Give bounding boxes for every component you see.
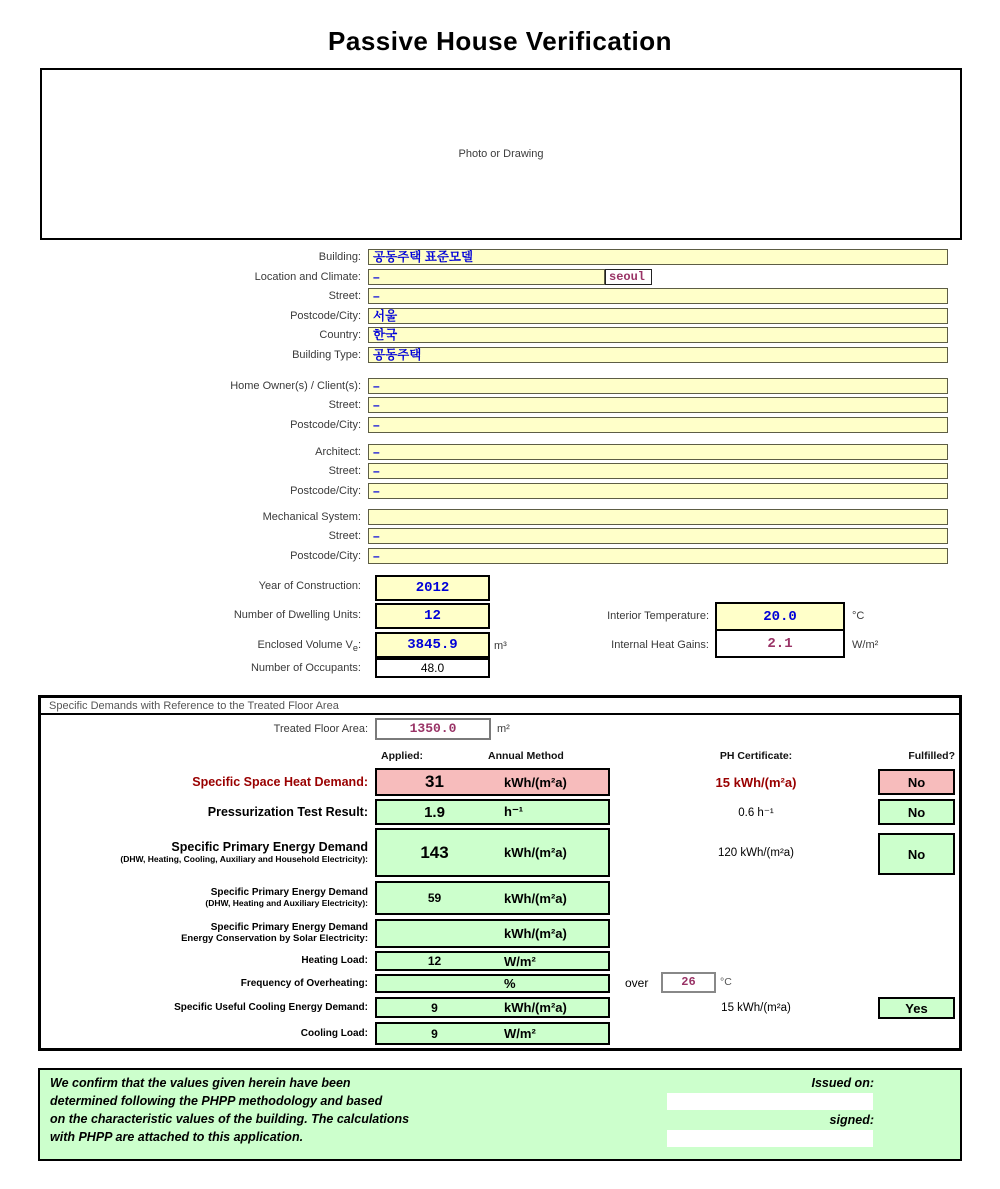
- sped-solar-label: Specific Primary Energy Demand Energy Conservation by Solar Electricity:: [181, 922, 368, 944]
- country-input[interactable]: 한국: [368, 327, 948, 343]
- space-heat-label: Specific Space Heat Demand:: [192, 774, 368, 789]
- sped-total-unit: kWh/(m²a): [504, 845, 567, 860]
- cooling-load-result: [375, 1022, 610, 1045]
- mechanical-street-label: Street:: [328, 530, 361, 542]
- interior-temp-label: Interior Temperature:: [607, 610, 709, 622]
- space-heat-fulfilled-badge: No: [878, 769, 955, 795]
- sped-dhw-unit: kWh/(m²a): [504, 890, 567, 906]
- row-street: [0, 288, 962, 304]
- row-mechanical: [0, 509, 962, 525]
- cooling-energy-label: Specific Useful Cooling Energy Demand:: [174, 1001, 368, 1013]
- confirmation-footer: [38, 1068, 962, 1161]
- internal-gains-unit: W/m²: [852, 639, 879, 651]
- mechanical-postcode-label: Postcode/City:: [290, 550, 361, 562]
- sped-dhw-result: [375, 881, 610, 915]
- cooling-load-unit: W/m²: [504, 1026, 536, 1041]
- owner-postcode-input[interactable]: –: [368, 417, 948, 433]
- building-type-input[interactable]: 공동주택: [368, 347, 948, 363]
- pressurization-label: Pressurization Test Result:: [207, 804, 368, 819]
- overheating-threshold-unit: °C: [720, 976, 732, 988]
- sped-total-value: 143: [420, 842, 449, 862]
- row-owner: [0, 378, 962, 394]
- confirmation-line-2: determined following the PHPP methodology and based: [50, 1094, 383, 1108]
- architect-postcode-label: Postcode/City:: [290, 485, 361, 497]
- confirmation-line-3: on the characteristic values of the building. The calculations: [50, 1112, 410, 1126]
- sped-total-result: [375, 828, 610, 877]
- cooling-load-label: Cooling Load:: [300, 1027, 368, 1039]
- specific-demands-section: [38, 695, 962, 1051]
- row-postcode-city: [0, 308, 962, 324]
- owner-input[interactable]: –: [368, 378, 948, 394]
- enclosed-volume-label: Enclosed Volume $V_e$:: [257, 639, 361, 654]
- issued-on-label: Issued on:: [811, 1076, 874, 1090]
- confirmation-line-4: with PHPP are attached to this application.: [50, 1130, 304, 1144]
- owner-street-label: Street:: [328, 399, 361, 411]
- building-type-label: Building Type:: [292, 349, 361, 361]
- dwelling-units-label: Number of Dwelling Units:: [233, 609, 361, 621]
- row-mechanical-street: [0, 528, 962, 544]
- volume-subscript: e: [352, 643, 358, 654]
- owner-postcode-label: Postcode/City:: [290, 419, 361, 431]
- annual-method-column-header: Annual Method: [488, 750, 564, 762]
- space-heat-unit: kWh/(m²a): [504, 774, 567, 790]
- overheating-label: Frequency of Overheating:: [240, 977, 368, 989]
- sped-dhw-label: Specific Primary Energy Demand (DHW, Heating and Auxiliary Electricity):: [205, 887, 368, 908]
- treated-floor-area-unit: m²: [497, 723, 510, 735]
- mechanical-street-input[interactable]: –: [368, 528, 948, 544]
- heating-load-label: Heating Load:: [301, 955, 368, 967]
- location-input[interactable]: –: [368, 269, 605, 285]
- mechanical-postcode-input[interactable]: –: [368, 548, 948, 564]
- mechanical-label: Mechanical System:: [262, 511, 361, 523]
- sped-total-label: Specific Primary Energy Demand (DHW, Heating, Cooling, Auxiliary and Household Electricity):: [120, 840, 368, 864]
- year-input[interactable]: 2012: [375, 575, 490, 601]
- issued-on-input[interactable]: [667, 1093, 873, 1110]
- enclosed-volume-input[interactable]: 3845.9: [375, 632, 490, 658]
- overheating-over-label: over: [625, 976, 649, 990]
- mechanical-input[interactable]: [368, 509, 948, 525]
- page-title: Passive House Verification: [328, 26, 672, 56]
- row-mechanical-postcode: [0, 548, 962, 564]
- cooling-energy-unit: kWh/(m²a): [504, 1000, 567, 1015]
- photo-placeholder-box: [40, 68, 962, 240]
- year-label: Year of Construction:: [258, 580, 361, 592]
- row-owner-street: [0, 397, 962, 413]
- photo-placeholder-label: Photo or Drawing: [458, 148, 544, 160]
- location-climate-label: Location and Climate:: [254, 271, 361, 283]
- sped-solar-unit: kWh/(m²a): [504, 926, 567, 941]
- building-label: Building:: [318, 251, 361, 263]
- space-heat-value: 31: [425, 772, 444, 791]
- heating-load-value: 12: [427, 954, 442, 968]
- row-country: [0, 327, 962, 343]
- building-input[interactable]: 공동주택 표준모델: [368, 249, 948, 265]
- postcode-city-label: Postcode/City:: [290, 310, 361, 322]
- architect-street-label: Street:: [328, 465, 361, 477]
- demands-section-title: Specific Demands with Reference to the Treated Floor Area: [41, 698, 959, 715]
- country-label: Country:: [319, 329, 361, 341]
- cooling-load-value: 9: [431, 1026, 438, 1041]
- heating-load-unit: W/m²: [504, 953, 536, 969]
- heating-load-result: [375, 951, 610, 971]
- cooling-energy-certificate-limit: 15 kWh/(m²a): [721, 1001, 791, 1014]
- confirmation-line-1: We confirm that the values given herein have been: [50, 1076, 351, 1090]
- owner-street-input[interactable]: –: [368, 397, 948, 413]
- occupants-value: 48.0: [375, 658, 490, 678]
- row-building: [0, 249, 962, 265]
- sped-dhw-value: 59: [427, 891, 442, 905]
- interior-temp-unit: °C: [852, 610, 865, 622]
- overheating-threshold-value: 26: [661, 972, 716, 993]
- street-input[interactable]: –: [368, 288, 948, 304]
- architect-label: Architect:: [315, 446, 361, 458]
- row-architect-postcode: [0, 483, 962, 499]
- sped-total-fulfilled-badge: No: [878, 833, 955, 875]
- architect-input[interactable]: –: [368, 444, 948, 460]
- fulfilled-column-header: Fulfilled?: [908, 750, 955, 762]
- ph-certificate-column-header: PH Certificate:: [719, 750, 793, 762]
- occupants-label: Number of Occupants:: [250, 662, 361, 674]
- signed-input[interactable]: [667, 1130, 873, 1147]
- architect-postcode-input[interactable]: –: [368, 483, 948, 499]
- row-architect-street: [0, 463, 962, 479]
- row-owner-postcode: [0, 417, 962, 433]
- dwelling-units-input[interactable]: 12: [375, 603, 490, 629]
- sped-total-certificate-limit: 120 kWh/(m²a): [717, 846, 795, 859]
- street-label: Street:: [328, 290, 361, 302]
- space-heat-certificate-limit: 15 kWh/(m²a): [715, 774, 797, 790]
- signed-label: signed:: [829, 1113, 874, 1127]
- cooling-energy-value: 9: [431, 1000, 438, 1015]
- cooling-energy-fulfilled-badge: Yes: [878, 997, 955, 1019]
- climate-input[interactable]: seoul: [605, 269, 652, 285]
- pressurization-result: [375, 799, 610, 825]
- overheating-result: [375, 974, 610, 993]
- pressurization-certificate-limit: 0.6 h⁻¹: [738, 807, 774, 819]
- overheating-unit: %: [504, 976, 516, 991]
- space-heat-result: [375, 768, 610, 796]
- postcode-city-input[interactable]: 서울: [368, 308, 948, 324]
- internal-gains-label: Internal Heat Gains:: [611, 639, 709, 651]
- architect-street-input[interactable]: –: [368, 463, 948, 479]
- treated-floor-area-value: 1350.0: [375, 718, 491, 740]
- pressurization-fulfilled-badge: No: [878, 799, 955, 825]
- cooling-energy-result: [375, 997, 610, 1018]
- row-building-type: [0, 347, 962, 363]
- sped-solar-result: [375, 919, 610, 948]
- applied-column-header: Applied:: [381, 750, 423, 762]
- interior-temp-input[interactable]: 20.0: [715, 602, 845, 631]
- row-location-climate: [0, 269, 962, 285]
- treated-floor-area-label: Treated Floor Area:: [273, 723, 368, 735]
- row-architect: [0, 444, 962, 460]
- owner-label: Home Owner(s) / Client(s):: [230, 380, 361, 392]
- pressurization-unit: h⁻¹: [504, 804, 524, 819]
- internal-gains-value: 2.1: [715, 629, 845, 658]
- enclosed-volume-unit: m³: [494, 640, 507, 652]
- pressurization-value: 1.9: [424, 803, 445, 821]
